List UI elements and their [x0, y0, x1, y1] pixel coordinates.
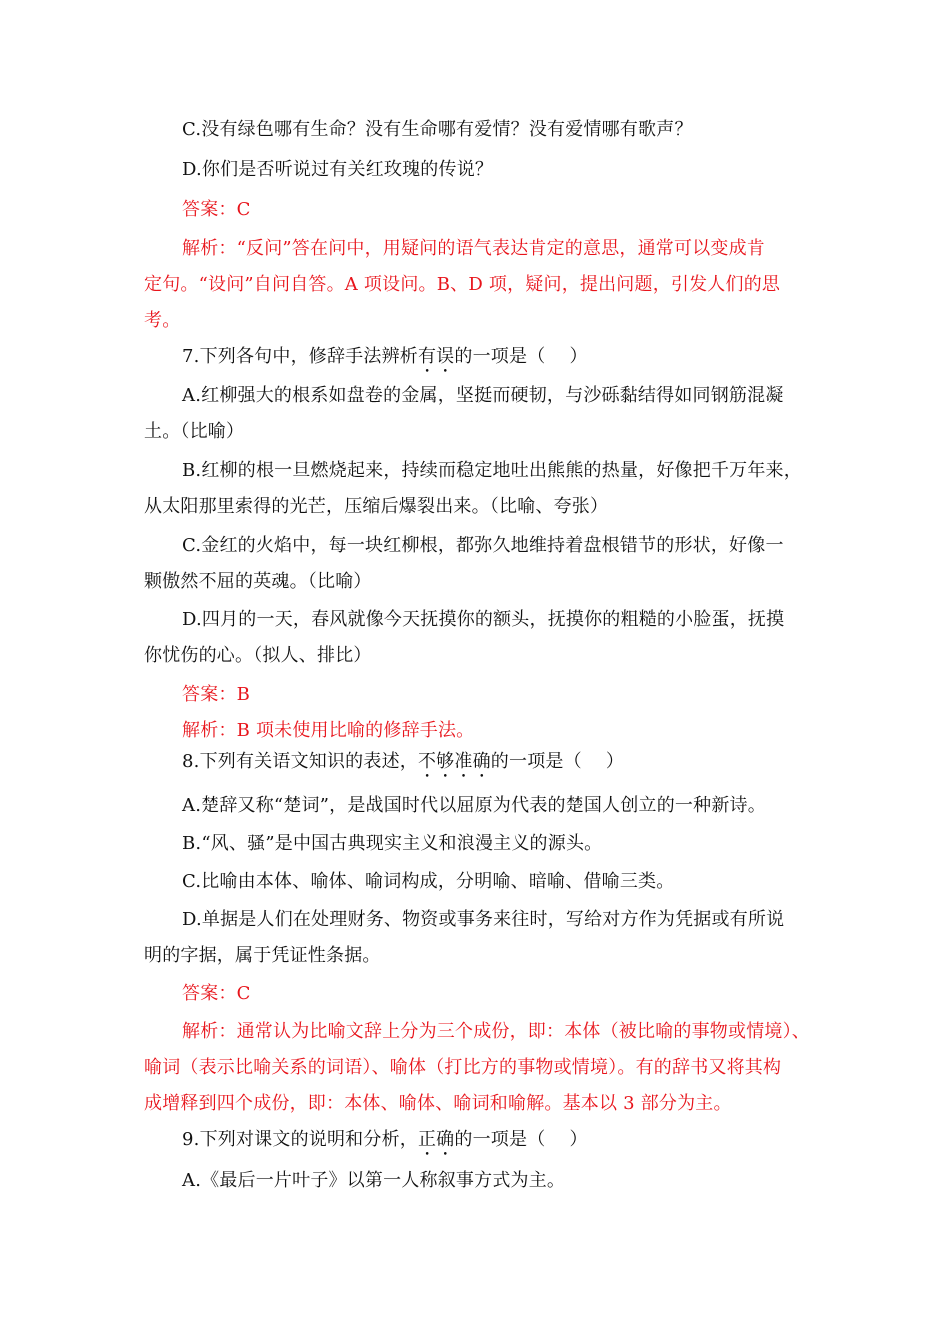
- q7-stem-tail: 的一项是（ ）: [454, 346, 588, 367]
- q8-stem: [182, 744, 814, 782]
- q8-stem-emphasis: 不够准确: [417, 751, 491, 772]
- q6-analysis-line-2: 定句。“设问”自问自答。A 项设问。B、D 项，疑问，提出问题，引发人们的思: [144, 274, 781, 295]
- q8-stem-text: 8.下列有关语文知识的表述，: [182, 751, 418, 772]
- q7-option-b-line-1: B.红柳的根一旦燃烧起来，持续而稳定地吐出熊熊的热量，好像把千万年来，: [182, 460, 802, 481]
- q6-analysis-line-1: 解析：“反问”答在问中，用疑问的语气表达肯定的意思，通常可以变成肯: [182, 238, 766, 259]
- q6-option-d: D.你们是否听说过有关红玫瑰的传说？: [182, 159, 494, 180]
- q6-option-c: C.没有绿色哪有生命？没有生命哪有爱情？没有爱情哪有歌声？: [182, 119, 693, 140]
- q7-answer: 答案：B: [182, 684, 251, 705]
- q7-stem-text: 7.下列各句中，修辞手法辨析: [182, 346, 418, 367]
- q8-option-c: C.比喻由本体、喻体、喻词构成，分明喻、暗喻、借喻三类。: [182, 871, 675, 892]
- q9-stem-text: 9.下列对课文的说明和分析，: [182, 1129, 418, 1150]
- q9-stem-tail: 的一项是（ ）: [454, 1129, 588, 1150]
- q8-analysis-line-1: 解析：通常认为比喻文辞上分为三个成份，即：本体（被比喻的事物或情境）、: [182, 1021, 810, 1042]
- q8-option-d-line-2: 明的字据，属于凭证性条据。: [144, 945, 381, 966]
- q7-option-b-line-2: 从太阳那里索得的光芒，压缩后爆裂出来。（比喻、夸张）: [144, 496, 609, 517]
- q8-answer: 答案：C: [182, 983, 251, 1004]
- q9-stem: [182, 1122, 814, 1160]
- q7-option-d-line-1: D.四月的一天，春风就像今天抚摸你的额头，抚摸你的粗糙的小脸蛋，抚摸: [182, 609, 785, 630]
- q6-analysis-line-3: 考。: [144, 310, 181, 331]
- q8-analysis-line-2: 喻词（表示比喻关系的词语）、喻体（打比方的事物或情境）。有的辞书又将其构: [144, 1057, 782, 1078]
- q8-option-d-line-1: D.单据是人们在处理财务、物资或事务来往时，写给对方作为凭据或有所说: [182, 909, 785, 930]
- q7-option-c-line-1: C.金红的火焰中，每一块红柳根，都弥久地维持着盘根错节的形状，好像一: [182, 535, 784, 556]
- q8-stem-tail: 的一项是（ ）: [490, 751, 625, 772]
- q9-option-a: A.《最后一片叶子》以第一人称叙事方式为主。: [182, 1170, 566, 1191]
- q8-analysis-line-3: 成增释到四个成份，即：本体、喻体、喻词和喻解。基本以 3 部分为主。: [144, 1093, 732, 1114]
- q7-option-a-line-1: A.红柳强大的根系如盘卷的金属，坚挺而硬韧，与沙砾黏结得如同钢筋混凝: [182, 385, 784, 406]
- q7-stem-emphasis: 有误: [417, 346, 455, 367]
- q8-option-a: A.楚辞又称“楚词”，是战国时代以屈原为代表的楚国人创立的一种新诗。: [182, 795, 766, 816]
- q7-stem: [182, 339, 814, 377]
- q7-option-c-line-2: 颗傲然不屈的英魂。（比喻）: [144, 571, 372, 592]
- q7-analysis: 解析：B 项未使用比喻的修辞手法。: [182, 720, 475, 741]
- q6-answer: 答案：C: [182, 199, 251, 220]
- q9-stem-emphasis: 正确: [417, 1129, 455, 1150]
- q7-option-d-line-2: 你忧伤的心。（拟人、排比）: [144, 645, 372, 666]
- q7-option-a-line-2: 土。（比喻）: [144, 421, 245, 442]
- q8-option-b: B.“风、骚”是中国古典现实主义和浪漫主义的源头。: [182, 833, 603, 854]
